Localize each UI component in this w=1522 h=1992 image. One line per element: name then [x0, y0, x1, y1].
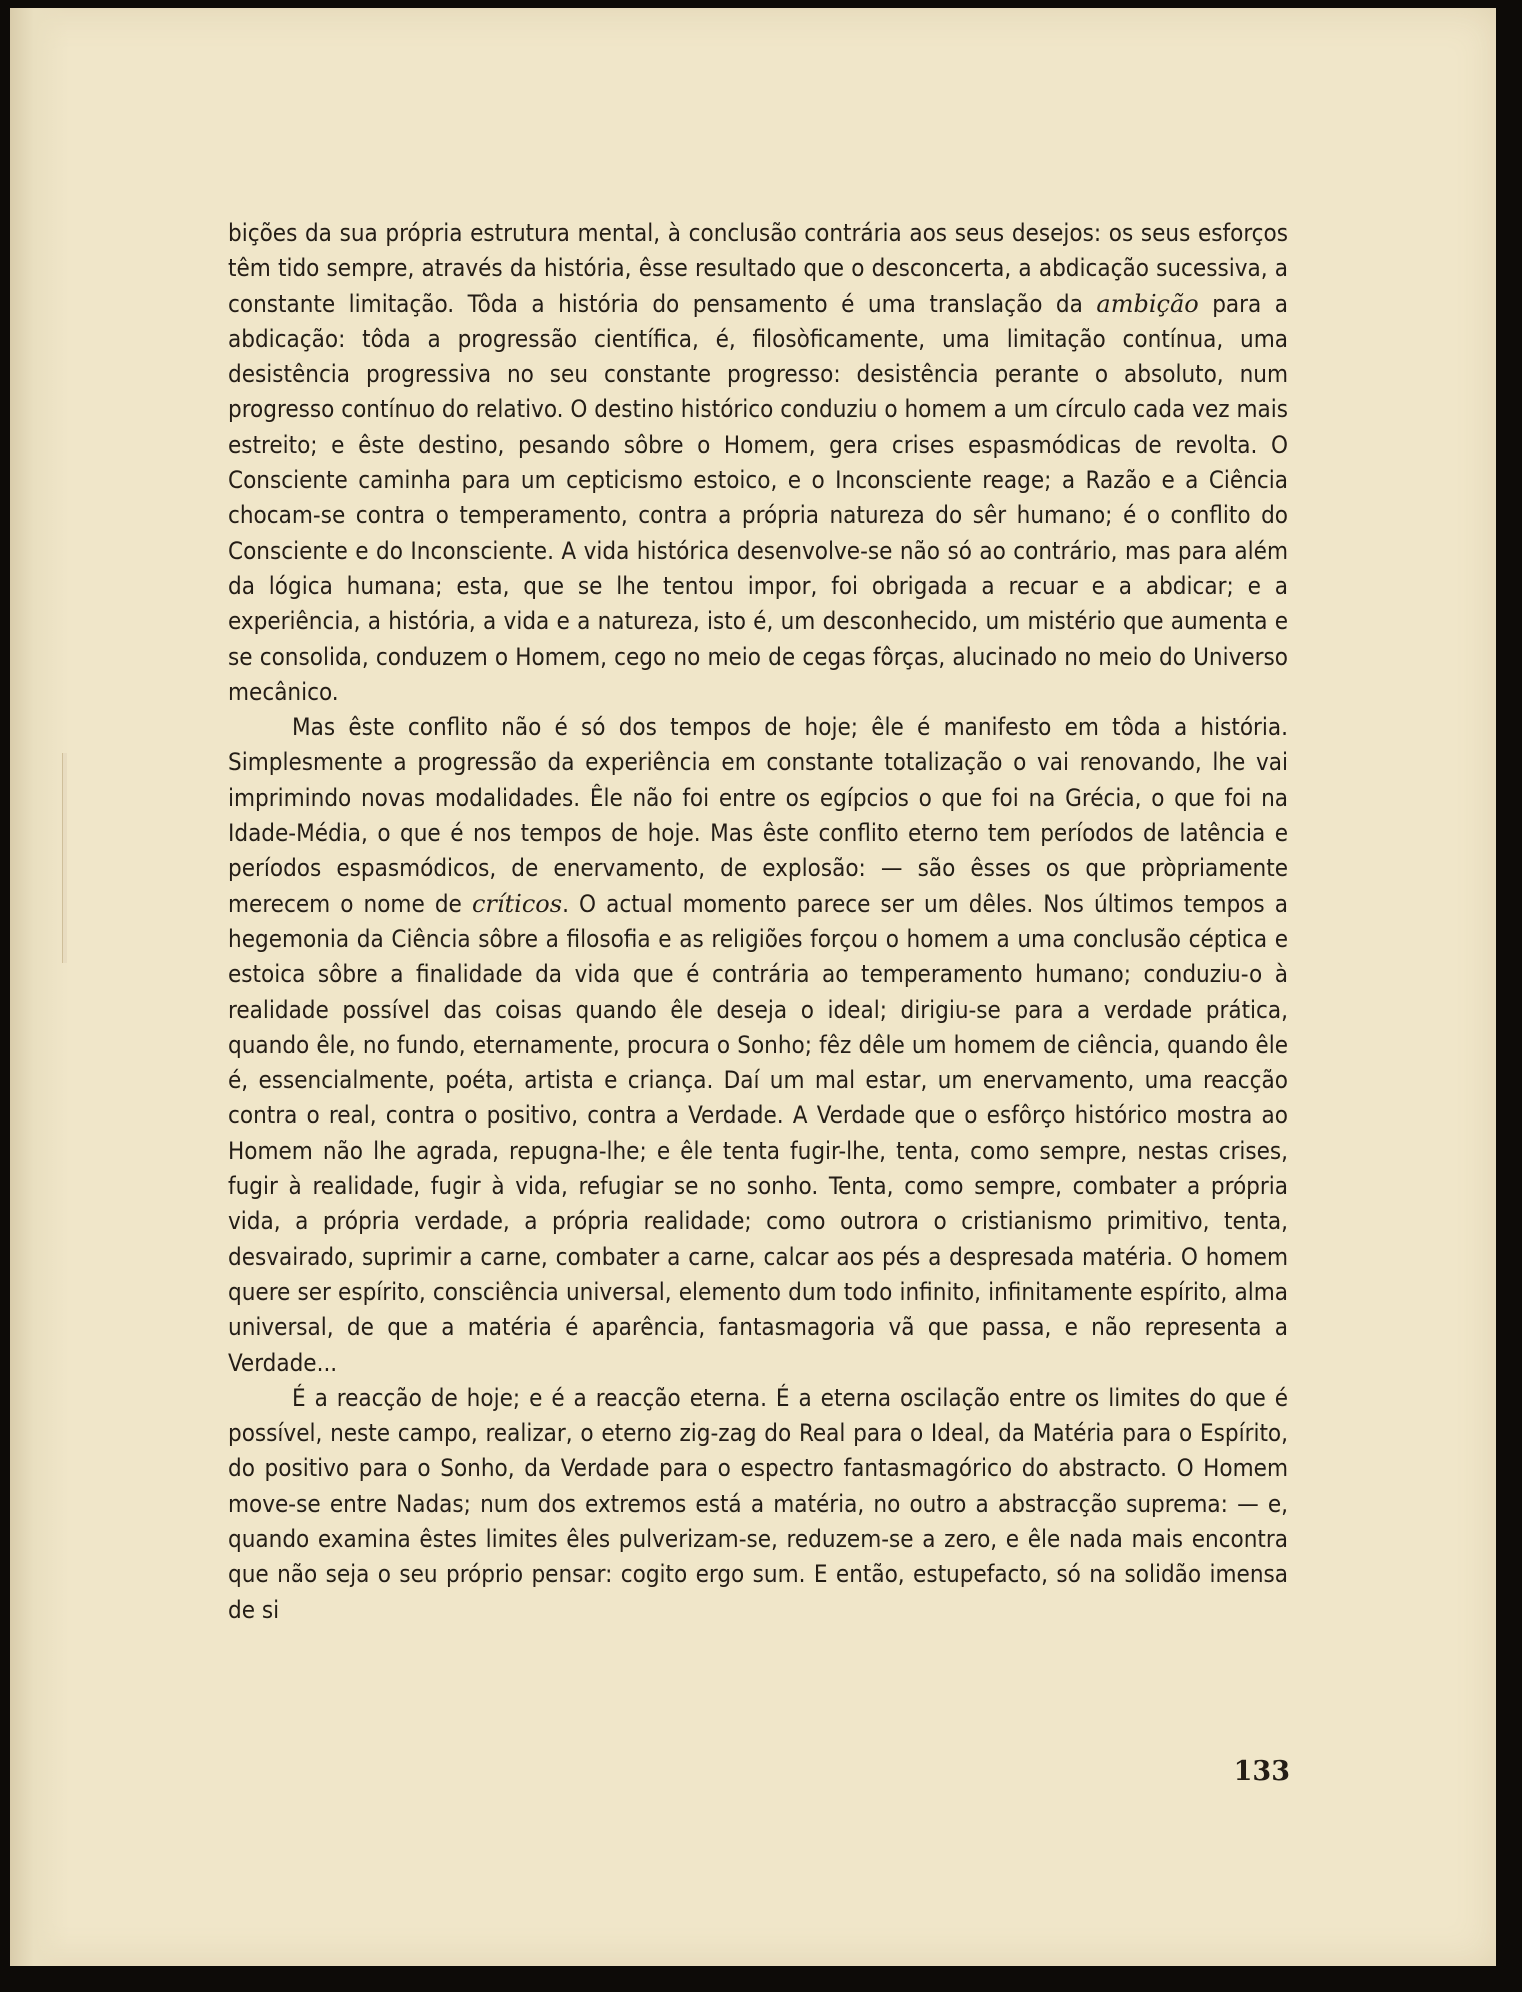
- binding-mark: [62, 753, 67, 963]
- body-text: [228, 216, 1288, 1628]
- book-page: [10, 8, 1496, 1966]
- paragraph-3-text: É a reacção de hoje; e é a reacção eterna. É a eterna oscilação entre os limites do que é possível, neste campo, realizar, o eterno zig-zag do Real para o Ideal, da Matéria para o Espírito, do positivo para o Sonho, da Verdade para o espectro fantasmagórico do abstracto. O Homem move-se entre Nadas; num dos extremos está a matéria, no outro a abstracção suprema: — e, quando examina êstes limites êles pulverizam-se, reduzem-se a zero, e êle nada mais encontra que não seja o seu próprio pensar: cogito ergo sum. E então, estupefacto, só na solidão imensa de si: [228, 1383, 1288, 1624]
- paragraph-1-part-1: bições da sua própria estrutura mental, à conclusão contrária aos seus desejos: os seus esforços têm tido sempre, através da história, êsse resultado que o desconcerta, a abdicação sucessiva, a constante limitação. Tôda a história do pensamento é uma translação da: [228, 219, 1288, 318]
- paragraph-2-part-1: Mas êste conflito não é só dos tempos de hoje; êle é manifesto em tôda a história. Simplesmente a progressão da experiência em constante totalização o vai renovando, lhe vai imprimindo novas modalidades. Êle não foi entre os egípcios o que foi na Grécia, o que foi na Idade-Média, o que é nos tempos de hoje. Mas êste conflito eterno tem períodos de latência e períodos espasmódicos, de enervamento, de explosão: — são êsses os que pròpriamente merecem o nome de: [228, 713, 1288, 918]
- paragraph-3: [228, 1381, 1288, 1628]
- paragraph-1-part-2: para a abdicação: tôda a progressão científica, é, filosòficamente, uma limitação contínua, uma desistência progressiva no seu constante progresso: desistência perante o absoluto, num progresso contínuo do relativo. O destino histórico conduziu o homem a um círculo cada vez mais estreito; e êste destino, pesando sôbre o Homem, gera crises espasmódicas de revolta. O Consciente caminha para um cepticismo estoico, e o Inconsciente reage; a Razão e a Ciência chocam-se contra o temperamento, contra a própria natureza do sêr humano; é o conflito do Consciente e do Inconsciente. A vida histórica desenvolve-se não só ao contrário, mas para além da lógica humana; esta, que se lhe tentou impor, foi obrigada a recuar e a abdicar; e a experiência, a história, a vida e a natureza, isto é, um desconhecido, um mistério que aumenta e se consolida, conduzem o Homem, cego no meio de cegas fôrças, alucinado no meio do Universo mecânico.: [228, 289, 1289, 706]
- italic-word-ambicao: ambição: [1096, 289, 1199, 318]
- paragraph-2: [228, 710, 1288, 1381]
- page-number: 133: [1233, 1756, 1290, 1787]
- paragraph-2-part-2: . O actual momento parece ser um dêles. Nos últimos tempos a hegemonia da Ciência sôbre a filosofia e as religiões forçou o homem a uma conclusão céptica e estoica sôbre a finalidade da vida que é contrária ao temperamento humano; conduziu-o à realidade possível das coisas quando êle deseja o ideal; dirigiu-se para a verdade prática, quando êle, no fundo, eternamente, procura o Sonho; fêz dêle um homem de ciência, quando êle é, essencialmente, poéta, artista e criança. Daí um mal estar, um enervamento, uma reacção contra o real, contra o positivo, contra a Verdade. A Verdade que o esfôrço histórico mostra ao Homem não lhe agrada, repugna-lhe; e êle tenta fugir-lhe, tenta, como sempre, nestas crises, fugir à realidade, fugir à vida, refugiar se no sonho. Tenta, como sempre, combater a própria vida, a própria verdade, a própria realidade; como outrora o cristianismo primitivo, tenta, desvairado, suprimir a carne, combater a carne, calcar aos pés a despresada matéria. O homem quere ser espírito, consciência universal, elemento dum todo infinito, infinitamente espírito, alma universal, de que a matéria é aparência, fantasmagoria vã que passa, e não representa a Verdade...: [228, 889, 1288, 1377]
- paragraph-1: [228, 216, 1288, 710]
- page-binding-shadow: [10, 8, 70, 1966]
- italic-word-criticos: críticos: [471, 889, 563, 918]
